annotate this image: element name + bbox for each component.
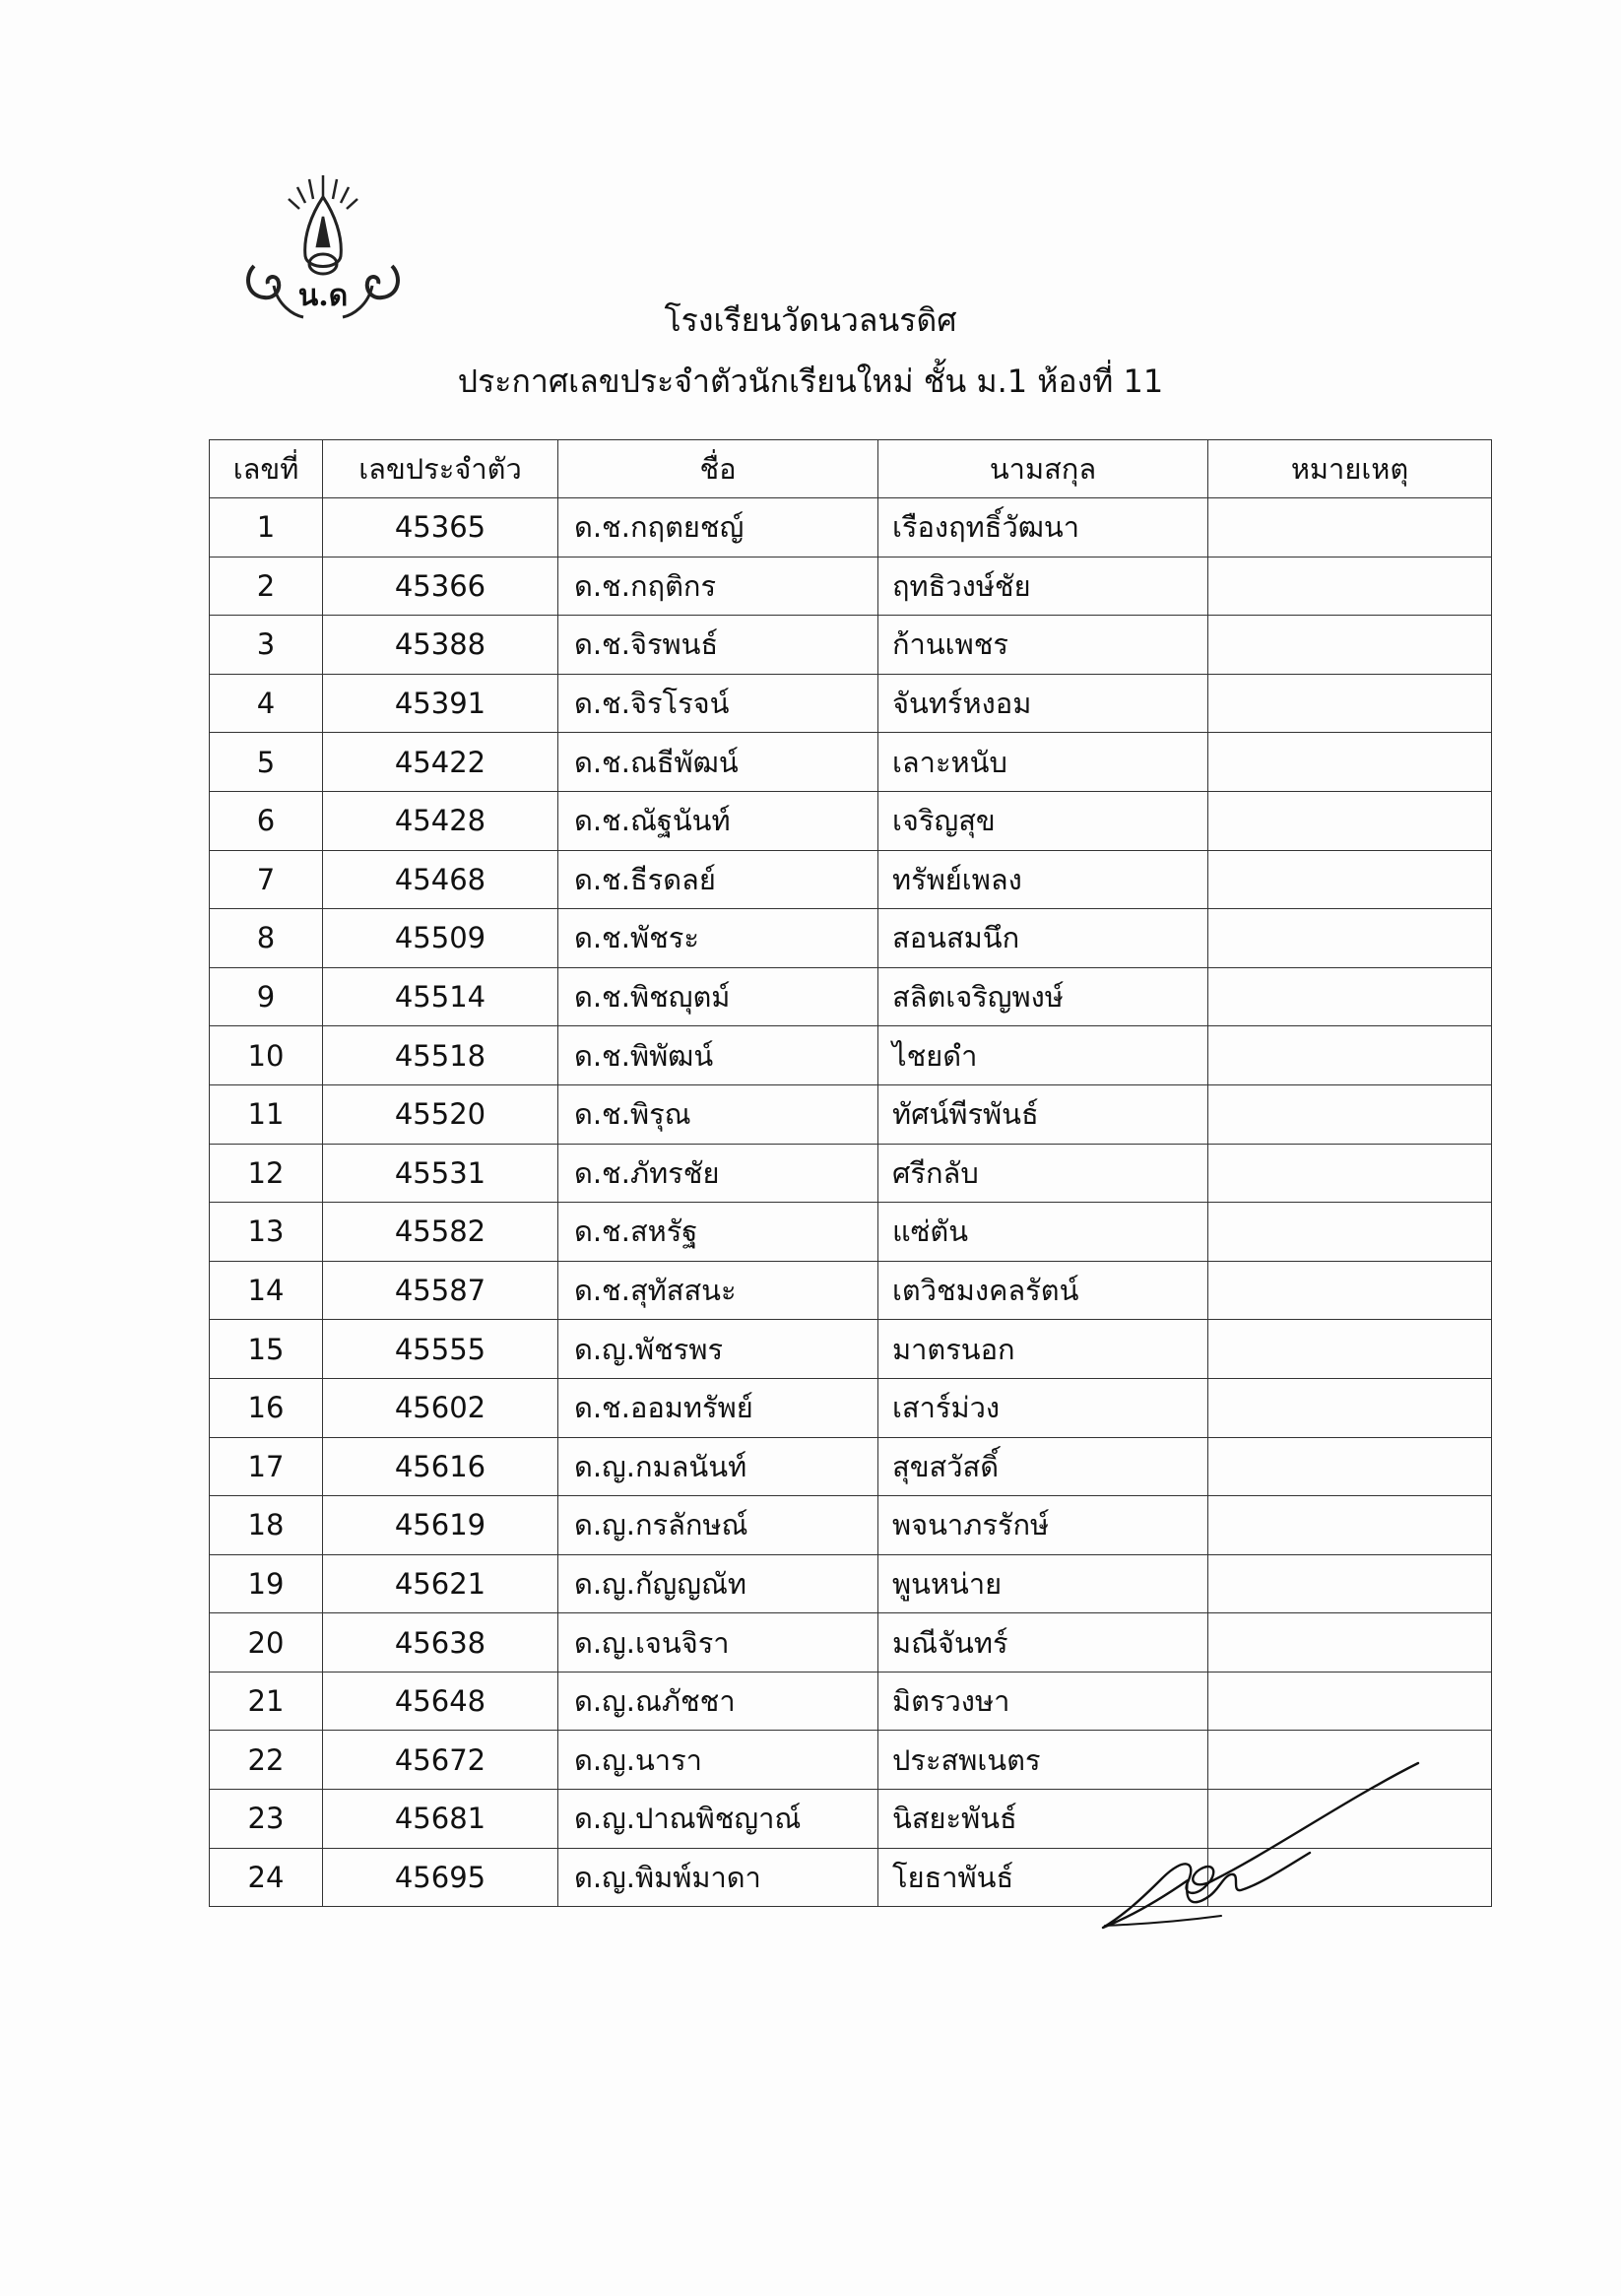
table-row	[210, 850, 1492, 909]
row-student-id: 45391	[323, 674, 558, 733]
table-row	[210, 1496, 1492, 1555]
row-surname: เลาะหนับ	[878, 733, 1208, 792]
row-first-name: ด.ช.พิรุณ	[558, 1084, 878, 1144]
table-row	[210, 616, 1492, 675]
row-student-id: 45672	[323, 1731, 558, 1790]
row-remark	[1208, 791, 1492, 850]
row-student-id: 45681	[323, 1790, 558, 1849]
row-student-id: 45602	[323, 1378, 558, 1437]
row-remark	[1208, 1026, 1492, 1085]
row-remark	[1208, 1084, 1492, 1144]
row-remark	[1208, 674, 1492, 733]
row-surname: ศรีกลับ	[878, 1144, 1208, 1203]
row-student-id: 45621	[323, 1554, 558, 1613]
table-row	[210, 1261, 1492, 1320]
row-first-name: ด.ช.พิพัฒน์	[558, 1026, 878, 1085]
row-remark	[1208, 1554, 1492, 1613]
row-surname: สุขสวัสดิ์	[878, 1437, 1208, 1496]
row-surname: เสาร์ม่วง	[878, 1378, 1208, 1437]
row-remark	[1208, 1203, 1492, 1262]
row-surname: แซ่ตัน	[878, 1203, 1208, 1262]
row-no: 8	[210, 909, 323, 968]
row-surname: เตวิชมงคลรัตน์	[878, 1261, 1208, 1320]
row-surname: ทัศน์พีรพันธ์	[878, 1084, 1208, 1144]
row-no: 13	[210, 1203, 323, 1262]
row-first-name: ด.ช.กฤติกร	[558, 557, 878, 616]
row-no: 9	[210, 967, 323, 1026]
row-first-name: ด.ญ.กัญญณัท	[558, 1554, 878, 1613]
row-student-id: 45648	[323, 1672, 558, 1731]
row-surname: เรืองฤทธิ์วัฒนา	[878, 498, 1208, 558]
row-remark	[1208, 909, 1492, 968]
row-student-id: 45365	[323, 498, 558, 558]
student-roster-table	[209, 439, 1492, 1907]
table-row	[210, 1084, 1492, 1144]
row-first-name: ด.ญ.ณภัชชา	[558, 1672, 878, 1731]
table-row	[210, 1144, 1492, 1203]
row-no: 1	[210, 498, 323, 558]
table-row	[210, 1203, 1492, 1262]
row-no: 14	[210, 1261, 323, 1320]
header-no: เลขที่	[210, 440, 323, 498]
row-first-name: ด.ช.จิรโรจน์	[558, 674, 878, 733]
row-first-name: ด.ช.ธีรดลย์	[558, 850, 878, 909]
row-first-name: ด.ญ.พิมพ์มาดา	[558, 1848, 878, 1907]
header-surname: นามสกุล	[878, 440, 1208, 498]
row-surname: สลิตเจริญพงษ์	[878, 967, 1208, 1026]
row-first-name: ด.ช.พัชระ	[558, 909, 878, 968]
row-surname: พูนหน่าย	[878, 1554, 1208, 1613]
row-first-name: ด.ญ.ปาณพิชญาณ์	[558, 1790, 878, 1849]
row-no: 5	[210, 733, 323, 792]
row-no: 15	[210, 1320, 323, 1379]
table-row	[210, 1320, 1492, 1379]
row-student-id: 45520	[323, 1084, 558, 1144]
row-student-id: 45388	[323, 616, 558, 675]
row-no: 20	[210, 1613, 323, 1673]
row-remark	[1208, 1496, 1492, 1555]
row-no: 11	[210, 1084, 323, 1144]
row-surname: มณีจันทร์	[878, 1613, 1208, 1673]
table-row	[210, 1613, 1492, 1673]
svg-text:น.ด: น.ด	[297, 279, 349, 313]
row-first-name: ด.ญ.กมลนันท์	[558, 1437, 878, 1496]
signature	[1093, 1758, 1428, 1935]
row-surname: จันทร์หงอม	[878, 674, 1208, 733]
row-student-id: 45555	[323, 1320, 558, 1379]
row-no: 24	[210, 1848, 323, 1907]
school-name: โรงเรียนวัดนวลนรดิศ	[664, 301, 957, 339]
table-row	[210, 733, 1492, 792]
row-remark	[1208, 1672, 1492, 1731]
row-surname: พจนาภรรักษ์	[878, 1496, 1208, 1555]
table-row	[210, 498, 1492, 558]
row-first-name: ด.ช.ภัทรชัย	[558, 1144, 878, 1203]
row-remark	[1208, 1320, 1492, 1379]
row-no: 23	[210, 1790, 323, 1849]
table-row	[210, 967, 1492, 1026]
row-surname: ไชยดำ	[878, 1026, 1208, 1085]
row-first-name: ด.ญ.เจนจิรา	[558, 1613, 878, 1673]
announcement-title: ประกาศเลขประจำตัวนักเรียนใหม่ ชั้น ม.1 ห้องที่ 11	[457, 362, 1164, 400]
table-row	[210, 1672, 1492, 1731]
row-student-id: 45531	[323, 1144, 558, 1203]
row-student-id: 45587	[323, 1261, 558, 1320]
row-student-id: 45638	[323, 1613, 558, 1673]
table-row	[210, 909, 1492, 968]
row-student-id: 45582	[323, 1203, 558, 1262]
row-surname: ก้านเพชร	[878, 616, 1208, 675]
row-no: 21	[210, 1672, 323, 1731]
row-surname: ทรัพย์เพลง	[878, 850, 1208, 909]
table-row	[210, 557, 1492, 616]
row-remark	[1208, 616, 1492, 675]
row-student-id: 45619	[323, 1496, 558, 1555]
row-student-id: 45509	[323, 909, 558, 968]
row-remark	[1208, 733, 1492, 792]
row-remark	[1208, 1144, 1492, 1203]
row-no: 7	[210, 850, 323, 909]
row-student-id: 45428	[323, 791, 558, 850]
row-remark	[1208, 850, 1492, 909]
header-student-id: เลขประจำตัว	[323, 440, 558, 498]
row-first-name: ด.ช.ณัฐนันท์	[558, 791, 878, 850]
row-remark	[1208, 1261, 1492, 1320]
row-first-name: ด.ญ.กรลักษณ์	[558, 1496, 878, 1555]
row-surname: สอนสมนึก	[878, 909, 1208, 968]
row-no: 16	[210, 1378, 323, 1437]
row-no: 22	[210, 1731, 323, 1790]
table-row	[210, 1554, 1492, 1613]
row-first-name: ด.ช.ออมทรัพย์	[558, 1378, 878, 1437]
row-surname: เจริญสุข	[878, 791, 1208, 850]
row-no: 6	[210, 791, 323, 850]
table-row	[210, 1026, 1492, 1085]
row-no: 4	[210, 674, 323, 733]
row-student-id: 45695	[323, 1848, 558, 1907]
header-first-name: ชื่อ	[558, 440, 878, 498]
row-first-name: ด.ช.พิชญุตม์	[558, 967, 878, 1026]
row-remark	[1208, 1613, 1492, 1673]
table-row	[210, 674, 1492, 733]
row-student-id: 45514	[323, 967, 558, 1026]
table-row	[210, 791, 1492, 850]
row-no: 2	[210, 557, 323, 616]
row-remark	[1208, 967, 1492, 1026]
row-first-name: ด.ช.กฤตยชญ์	[558, 498, 878, 558]
header-remark: หมายเหตุ	[1208, 440, 1492, 498]
table-header-row	[210, 440, 1492, 498]
row-first-name: ด.ญ.พัชรพร	[558, 1320, 878, 1379]
row-student-id: 45422	[323, 733, 558, 792]
row-first-name: ด.ญ.นารา	[558, 1731, 878, 1790]
row-no: 18	[210, 1496, 323, 1555]
row-surname: ฤทธิวงษ์ชัย	[878, 557, 1208, 616]
row-surname: มิตรวงษา	[878, 1672, 1208, 1731]
row-remark	[1208, 1378, 1492, 1437]
row-surname: นิสยะพันธ์	[878, 1790, 1208, 1849]
row-remark	[1208, 557, 1492, 616]
row-remark	[1208, 1437, 1492, 1496]
row-no: 17	[210, 1437, 323, 1496]
row-first-name: ด.ช.ณธีพัฒน์	[558, 733, 878, 792]
table-row	[210, 1378, 1492, 1437]
row-surname: ประสพเนตร	[878, 1731, 1208, 1790]
row-first-name: ด.ช.สหรัฐ	[558, 1203, 878, 1262]
table-row	[210, 1437, 1492, 1496]
row-remark	[1208, 498, 1492, 558]
row-student-id: 45366	[323, 557, 558, 616]
row-student-id: 45518	[323, 1026, 558, 1085]
row-no: 12	[210, 1144, 323, 1203]
row-student-id: 45616	[323, 1437, 558, 1496]
row-no: 19	[210, 1554, 323, 1613]
row-surname: โยธาพันธ์	[878, 1848, 1208, 1907]
row-no: 10	[210, 1026, 323, 1085]
row-student-id: 45468	[323, 850, 558, 909]
row-no: 3	[210, 616, 323, 675]
row-first-name: ด.ช.สุทัสสนะ	[558, 1261, 878, 1320]
row-first-name: ด.ช.จิรพนธ์	[558, 616, 878, 675]
row-surname: มาตรนอก	[878, 1320, 1208, 1379]
